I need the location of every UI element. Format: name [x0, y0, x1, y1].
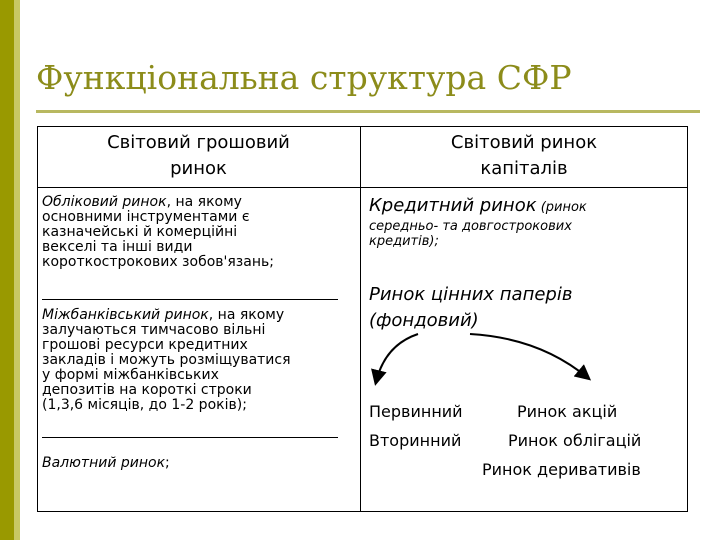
interbank-market-block: Міжбанківський ринок, на якому залучаються тимчасово вільні грошові ресурси кредитних закладів і можуть розміщуватися у формі міжбанківських депозитів на короткі строки (1,3,6 місяців, до 1-2 років); — [42, 307, 291, 413]
securities-market: Ринок цінних паперів (фондовий) — [369, 284, 573, 331]
arrow-to-primary — [376, 334, 418, 382]
interbank-market-name: Міжбанківський ринок — [42, 307, 209, 323]
derivatives-market: Ринок деривативів — [482, 460, 641, 479]
header-capital-market: Світовий ринок капіталів — [450, 132, 598, 179]
bond-market: Ринок облігацій — [508, 431, 642, 450]
currency-market-block: Валютний ринок; — [42, 455, 170, 471]
discount-market-block: Обліковий ринок, на якому основними інструментами є казначейські й комерційні векселі та інші види короткострокових зобов'язань; — [42, 194, 274, 270]
header-money-market: Світовий грошовий ринок — [107, 132, 290, 179]
credit-market-block: Кредитний ринок (ринок — [369, 195, 587, 216]
secondary-market: Вторинний — [369, 431, 462, 450]
arrow-to-stock — [470, 334, 588, 378]
primary-market: Первинний — [369, 402, 463, 421]
credit-market-note: середньо- та довгострокових кредитів); — [369, 219, 572, 249]
currency-market-name: Валютний ринок — [42, 455, 166, 471]
discount-market-name: Обліковий ринок — [42, 194, 167, 210]
credit-market-name: Кредитний ринок — [369, 195, 537, 216]
stock-market: Ринок акцій — [517, 402, 618, 421]
slide-title: Функціональна структура СФР — [36, 58, 572, 97]
